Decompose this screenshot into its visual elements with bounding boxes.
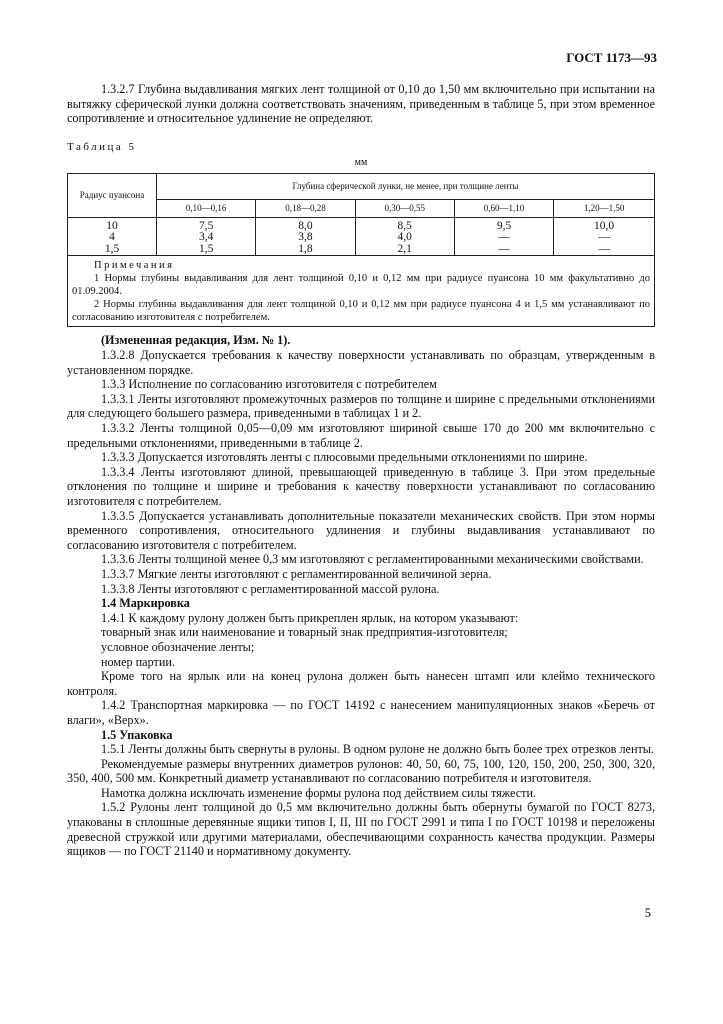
section-heading-packing: 1.5 Упаковка xyxy=(101,727,173,742)
cell: 1,5 xyxy=(157,244,256,256)
table-notes xyxy=(68,256,655,327)
cell: 1,5 xyxy=(68,244,157,256)
cell: — xyxy=(454,244,553,256)
thickness-col-1: 0,10—0,16 xyxy=(157,199,256,217)
thickness-col-5: 1,20—1,50 xyxy=(554,199,655,217)
page-body xyxy=(67,82,655,859)
section-heading-marking: 1.4 Маркировка xyxy=(101,596,190,611)
marking-item: условное обозначение ленты; xyxy=(101,639,255,654)
paragraph-1-3-3-2: 1.3.3.2 Ленты толщиной 0,05—0,09 мм изготовляют шириной свыше 170 до 200 мм включительно с предельными отклонениями, приведенными в таблице 2. xyxy=(67,421,655,450)
amendment-note: (Измененная редакция, Изм. № 1). xyxy=(101,333,291,348)
cell: 10,0 xyxy=(554,217,655,232)
marking-item: номер партии. xyxy=(101,654,175,669)
marking-stamp: Кроме того на ярлык или на конец рулона должен быть нанесен штамп или клеймо технического контроля. xyxy=(67,669,655,698)
paragraph-1-5-2: 1.5.2 Рулоны лент толщиной до 0,5 мм включительно должны быть обернуты бумагой по ГОСТ 8273, упакованы в сплошные деревянные ящики типов I, II, III по ГОСТ 2991 и типа I по ГОСТ 10198 и переложены древесной стружкой или другими материалами, обеспечивающими сохранность качества продукции. Размеры ящиков — по ГОСТ 21140 и нормативному документу. xyxy=(67,800,655,859)
cell: 8,0 xyxy=(256,217,355,232)
paragraph-1-3-3-7: 1.3.3.7 Мягкие ленты изготовляют с регламентированной величиной зерна. xyxy=(101,566,492,581)
paragraph-1-4-1: 1.4.1 К каждому рулону должен быть прикреплен ярлык, на котором указывают: xyxy=(101,610,519,625)
paragraph-1-3-3-1: 1.3.3.1 Ленты изготовляют промежуточных размеров по толщине и ширине с предельными отклонениями для следующего большего размера, приведенными в таблицах 1 и 2. xyxy=(67,391,655,421)
document-header: ГОСТ 1173—93 xyxy=(566,50,657,65)
paragraph-1-3-3-3: 1.3.3.3 Допускается изготовлять ленты с плюсовыми предельными отклонениями по ширине. xyxy=(101,450,588,465)
paragraph-1-3-3-8: 1.3.3.8 Ленты изготовляют с регламентированной массой рулона. xyxy=(101,581,440,596)
thickness-col-2: 0,18—0,28 xyxy=(256,199,355,217)
paragraph-1-3-3-4: 1.3.3.4 Ленты изготовляют длиной, превышающей приведенную в таблице 3. При этом предельные отклонения по толщине и ширине и требования к качеству поверхности устанавливают по согласованию изготовителя с потребителем. xyxy=(67,464,655,508)
cell: 10 xyxy=(68,217,157,232)
paragraph-1-4-2: 1.4.2 Транспортная маркировка — по ГОСТ 14192 с нанесением манипуляционных знаков «Беречь от влаги», «Верх». xyxy=(67,698,655,727)
cell: 4,0 xyxy=(355,232,454,244)
table-caption: Таблица 5 xyxy=(67,140,137,153)
cell: 2,1 xyxy=(355,244,454,256)
page-number: 5 xyxy=(644,906,651,920)
cell: — xyxy=(454,232,553,244)
cell: 7,5 xyxy=(157,217,256,232)
cell: 8,5 xyxy=(355,217,454,232)
paragraph-1-3-3-6: 1.3.3.6 Ленты толщиной менее 0,3 мм изготовляют с регламентированными механическими свойствами. xyxy=(101,552,644,567)
note-1: 1 Нормы глубины выдавливания для лент толщиной 0,10 и 0,12 мм при радиусе пуансона 10 мм факультативно до 01.09.2004. xyxy=(72,273,650,298)
table-row xyxy=(68,232,655,244)
cell: — xyxy=(554,244,655,256)
winding-note: Намотка должна исключать изменение формы рулона под действием силы тяжести. xyxy=(101,785,537,800)
paragraph-1-3-3-5: 1.3.3.5 Допускается устанавливать дополнительные показатели механических свойств. При этом нормы временного сопротивления, относительного удлинения и глубины выдавливания устанавливают по согласованию изготовителя с потребителем. xyxy=(67,508,655,552)
notes-title: Примечания xyxy=(94,260,175,272)
cell: 1,8 xyxy=(256,244,355,256)
paragraph-1-3-2-8: 1.3.2.8 Допускается требования к качеству поверхности устанавливать по образцам, утвержденным в установленном порядке. xyxy=(67,348,655,377)
recommended-diameters: Рекомендуемые размеры внутренних диаметров рулонов: 40, 50, 60, 75, 100, 120, 150, 200, 250, 300, 320, 350, 400, 500 мм. Конкретный диаметр устанавливают по согласованию потребителя и изготовителя. xyxy=(67,756,655,786)
radius-header: Радиус пуансона xyxy=(68,173,157,217)
paragraph-1-3-2-7: 1.3.2.7 Глубина выдавливания мягких лент толщиной от 0,10 до 1,50 мм включительно при испытании на вытяжку сферической лунки должна соответствовать значениям, приведенным в таблице 5, при этом временное сопротивление и относительное удлинение не определяют. xyxy=(67,82,655,126)
table-5 xyxy=(67,173,655,328)
table-row xyxy=(68,217,655,232)
cell: — xyxy=(554,232,655,244)
marking-item: товарный знак или наименование и товарный знак предприятия-изготовителя; xyxy=(101,625,508,640)
depth-group-header: Глубина сферической лунки, не менее, при толщине ленты xyxy=(157,173,655,199)
thickness-col-4: 0,60—1,10 xyxy=(454,199,553,217)
cell: 3,8 xyxy=(256,232,355,244)
thickness-col-3: 0,30—0,55 xyxy=(355,199,454,217)
table-unit: мм xyxy=(354,157,368,169)
paragraph-1-5-1: 1.5.1 Ленты должны быть свернуты в рулоны. В одном рулоне не должно быть более трех отрезков ленты. xyxy=(101,742,655,757)
paragraph-1-3-3: 1.3.3 Исполнение по согласованию изготовителя с потребителем xyxy=(101,377,437,392)
note-2: 2 Нормы глубины выдавливания для лент толщиной 0,10 и 0,12 мм при радиусе пуансона 4 и 1,5 мм устанавливают по согласованию изготовителя с потребителем. xyxy=(72,299,650,324)
cell: 4 xyxy=(68,232,157,244)
cell: 9,5 xyxy=(454,217,553,232)
table-row xyxy=(68,244,655,256)
cell: 3,4 xyxy=(157,232,256,244)
